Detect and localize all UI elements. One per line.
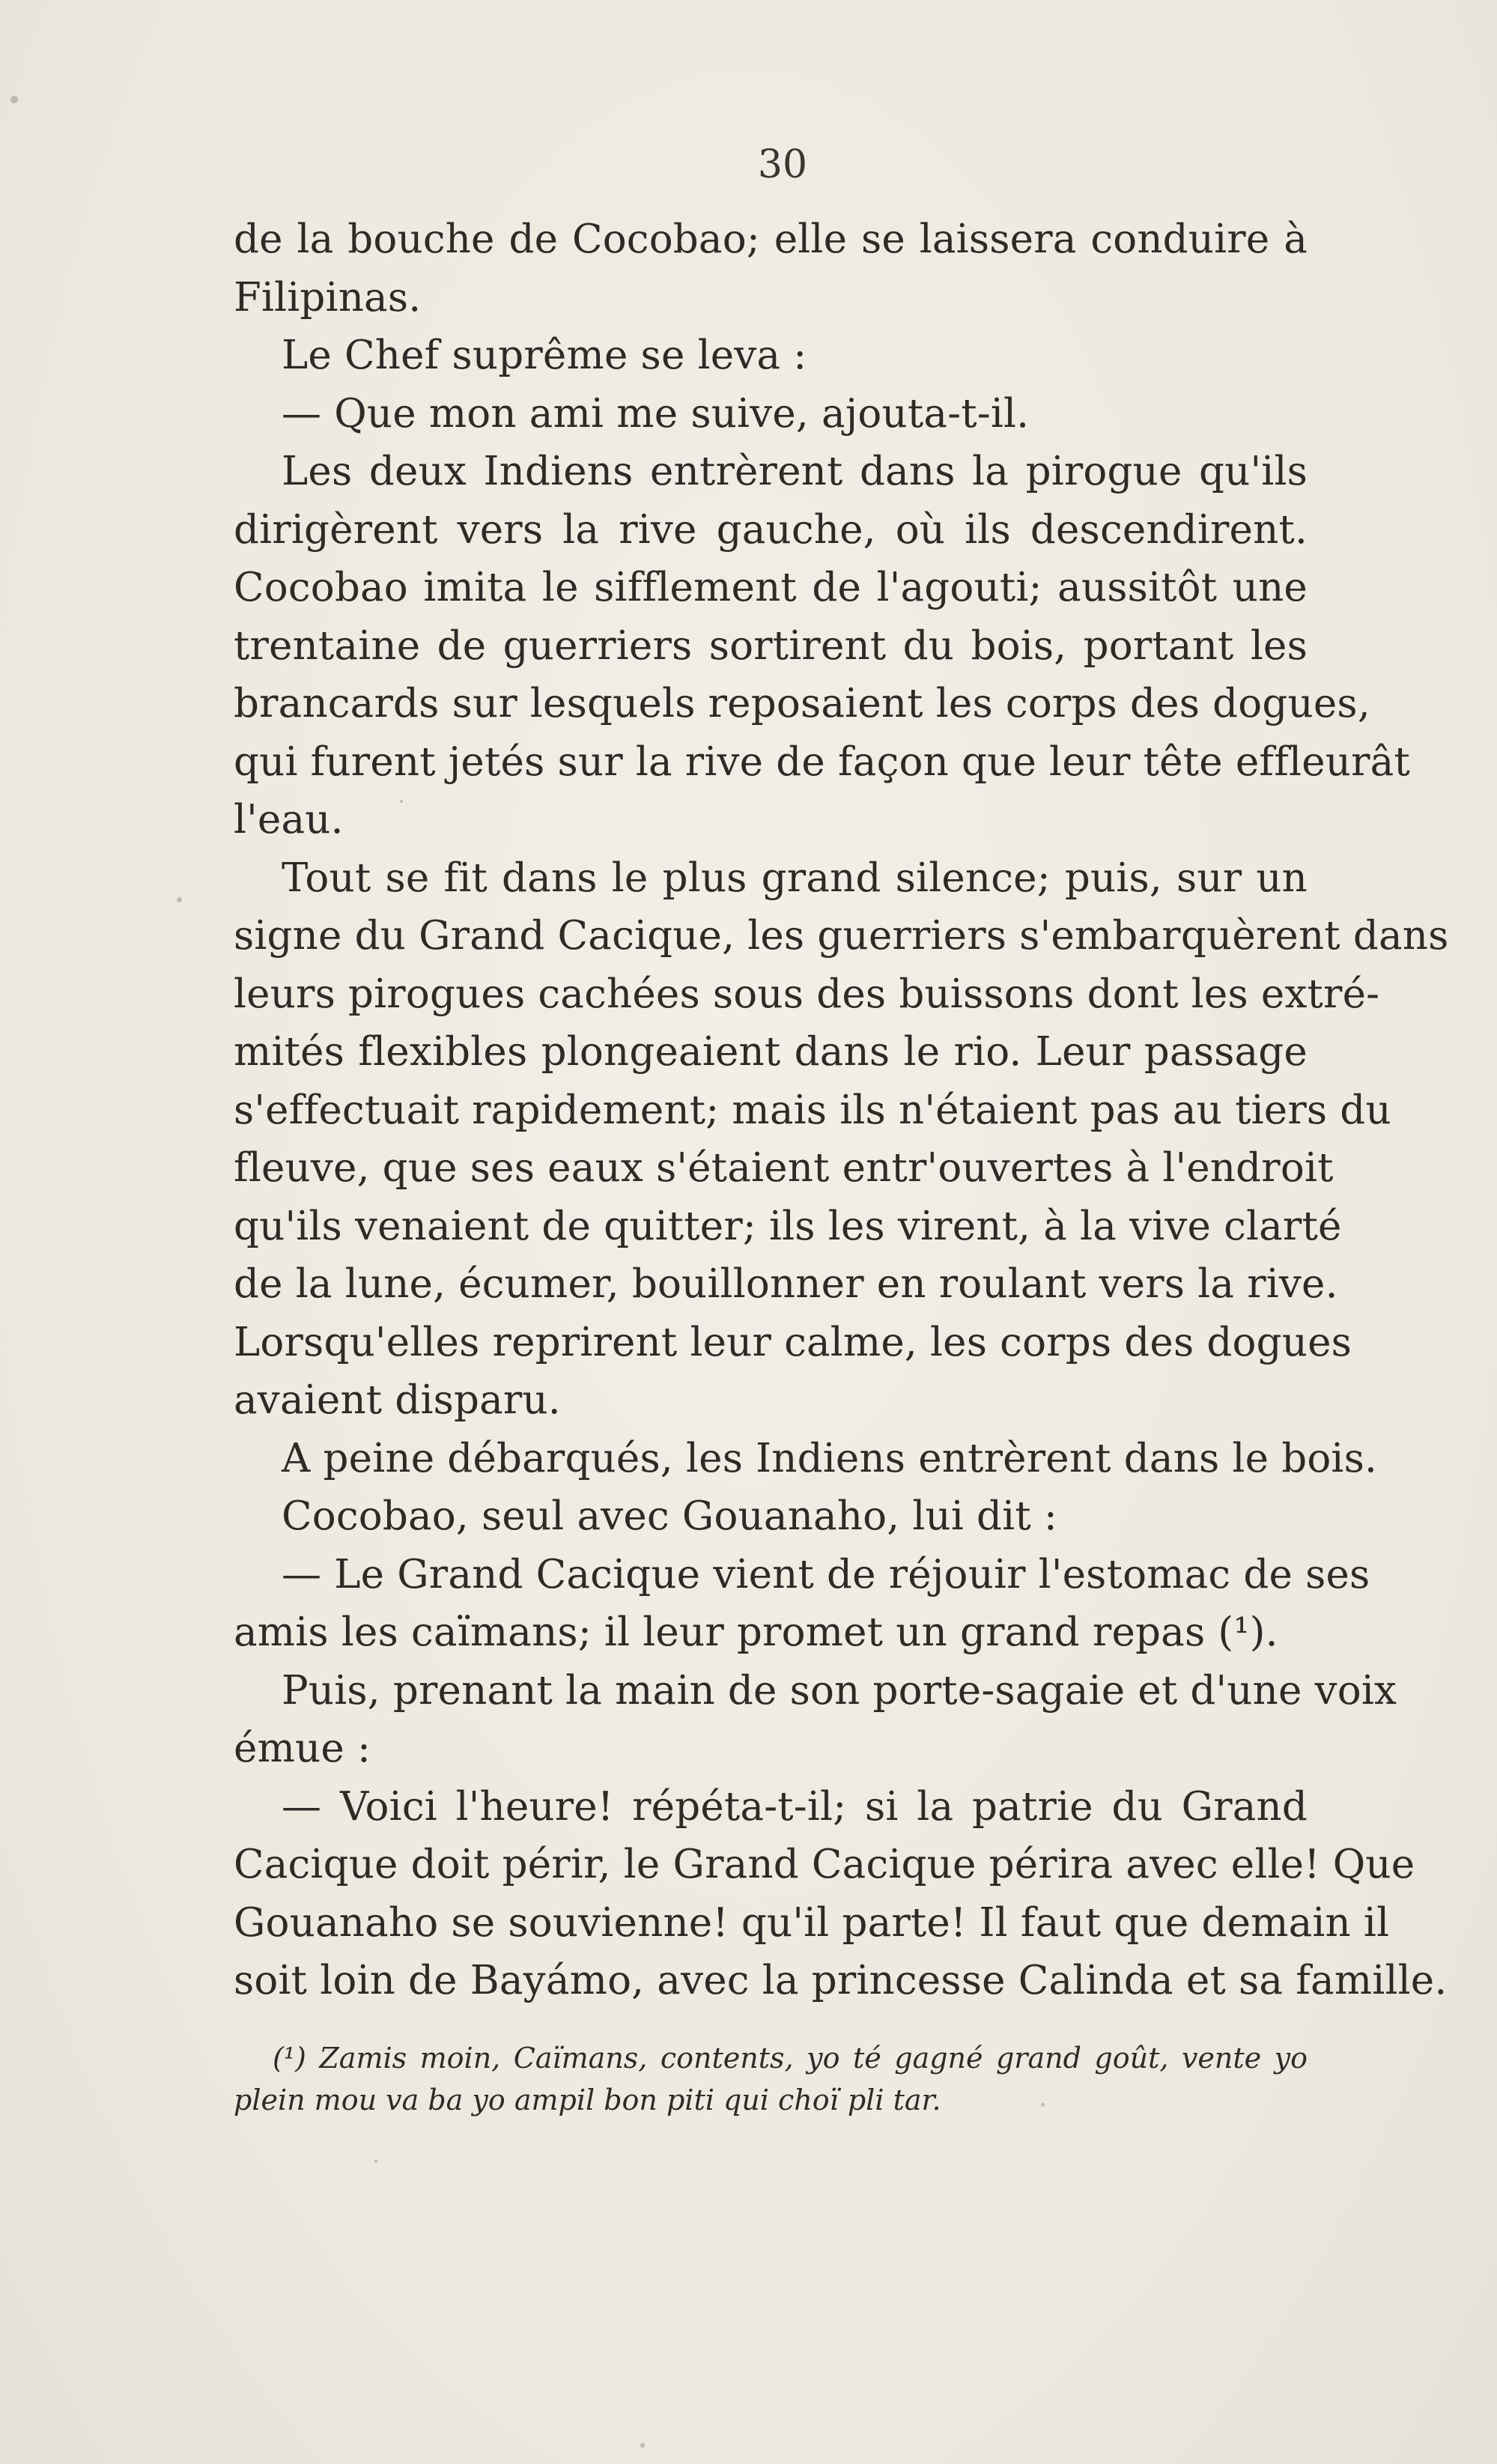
footnote-line: plein mou va ba yo ampil bon piti qui choï pli tar. — [234, 2084, 941, 2116]
paper-speck — [1041, 2103, 1045, 2107]
text-line: leurs pirogues cachées sous des buissons dont les extré- — [234, 971, 1380, 1017]
text-line: signe du Grand Cacique, les guerriers s'embarquèrent dans — [234, 913, 1449, 959]
body-text — [234, 210, 1449, 2010]
text-line: de la bouche de Cocobao; elle se laissera conduire à — [234, 216, 1308, 262]
text-line: trentaine de guerriers sortirent du bois, portant les — [234, 622, 1308, 669]
text-line: de la lune, écumer, bouillonner en roulant vers la rive. — [234, 1261, 1338, 1307]
text-line: l'eau. — [234, 797, 344, 843]
text-line: qui furent jetés sur la rive de façon que leur tête effleurât — [234, 738, 1410, 785]
text-line: brancards sur lesquels reposaient les corps des dogues, — [234, 681, 1370, 726]
text-line: Tout se fit dans le plus grand silence; puis, sur un — [282, 855, 1308, 901]
paper-speck — [400, 800, 403, 803]
text-line: Les deux Indiens entrèrent dans la pirogue qu'ils — [282, 449, 1308, 494]
text-line: mités flexibles plongeaient dans le rio. Leur passage — [234, 1029, 1308, 1075]
text-line: — Le Grand Cacique vient de réjouir l'estomac de ses — [282, 1551, 1370, 1597]
paper-speck — [177, 897, 182, 902]
text-line: avaient disparu. — [234, 1377, 561, 1423]
text-line: — Voici l'heure! répéta-t-il; si la patrie du Grand — [282, 1783, 1308, 1830]
text-line: Puis, prenant la main de son porte-sagaie et d'une voix — [282, 1667, 1397, 1714]
text-line: — Que mon ami me suive, ajouta-t-il. — [282, 390, 1030, 437]
text-line: dirigèrent vers la rive gauche, où ils descendirent. — [234, 506, 1308, 553]
text-line: s'effectuait rapidement; mais ils n'étaient pas au tiers du — [234, 1087, 1391, 1133]
text-line: amis les caïmans; il leur promet un grand repas (¹). — [234, 1609, 1278, 1655]
text-line: fleuve, que ses eaux s'étaient entr'ouvertes à l'endroit — [234, 1145, 1334, 1191]
text-line: Lorsqu'elles reprirent leur calme, les corps des dogues — [234, 1319, 1352, 1365]
footnote — [234, 2037, 1308, 2121]
footnote-line: (¹) Zamis moin, Caïmans, contents, yo té gagné grand goût, vente yo — [273, 2042, 1308, 2075]
text-line: A peine débarqués, les Indiens entrèrent dans le bois. — [282, 1435, 1378, 1481]
text-line: Filipinas. — [234, 274, 422, 321]
text-line: soit loin de Bayámo, avec la princesse Calinda et sa famille. — [234, 1958, 1448, 2003]
text-line: Gouanaho se souvienne! qu'il parte! Il faut que demain il — [234, 1899, 1390, 1946]
page-number: 30 — [757, 142, 808, 187]
paper-speck — [10, 96, 18, 103]
text-line: émue : — [234, 1726, 371, 1771]
text-line: Cacique doit périr, le Grand Cacique périra avec elle! Que — [234, 1842, 1415, 1887]
paper-speck — [640, 2443, 645, 2448]
paper-speck — [374, 2160, 377, 2163]
text-line: Le Chef suprême se leva : — [282, 333, 807, 378]
text-line: Cocobao, seul avec Gouanaho, lui dit : — [282, 1493, 1057, 1539]
text-line: Cocobao imita le sifflement de l'agouti; aussitôt une — [234, 565, 1308, 610]
text-line: qu'ils venaient de quitter; ils les virent, à la vive clarté — [234, 1203, 1342, 1249]
